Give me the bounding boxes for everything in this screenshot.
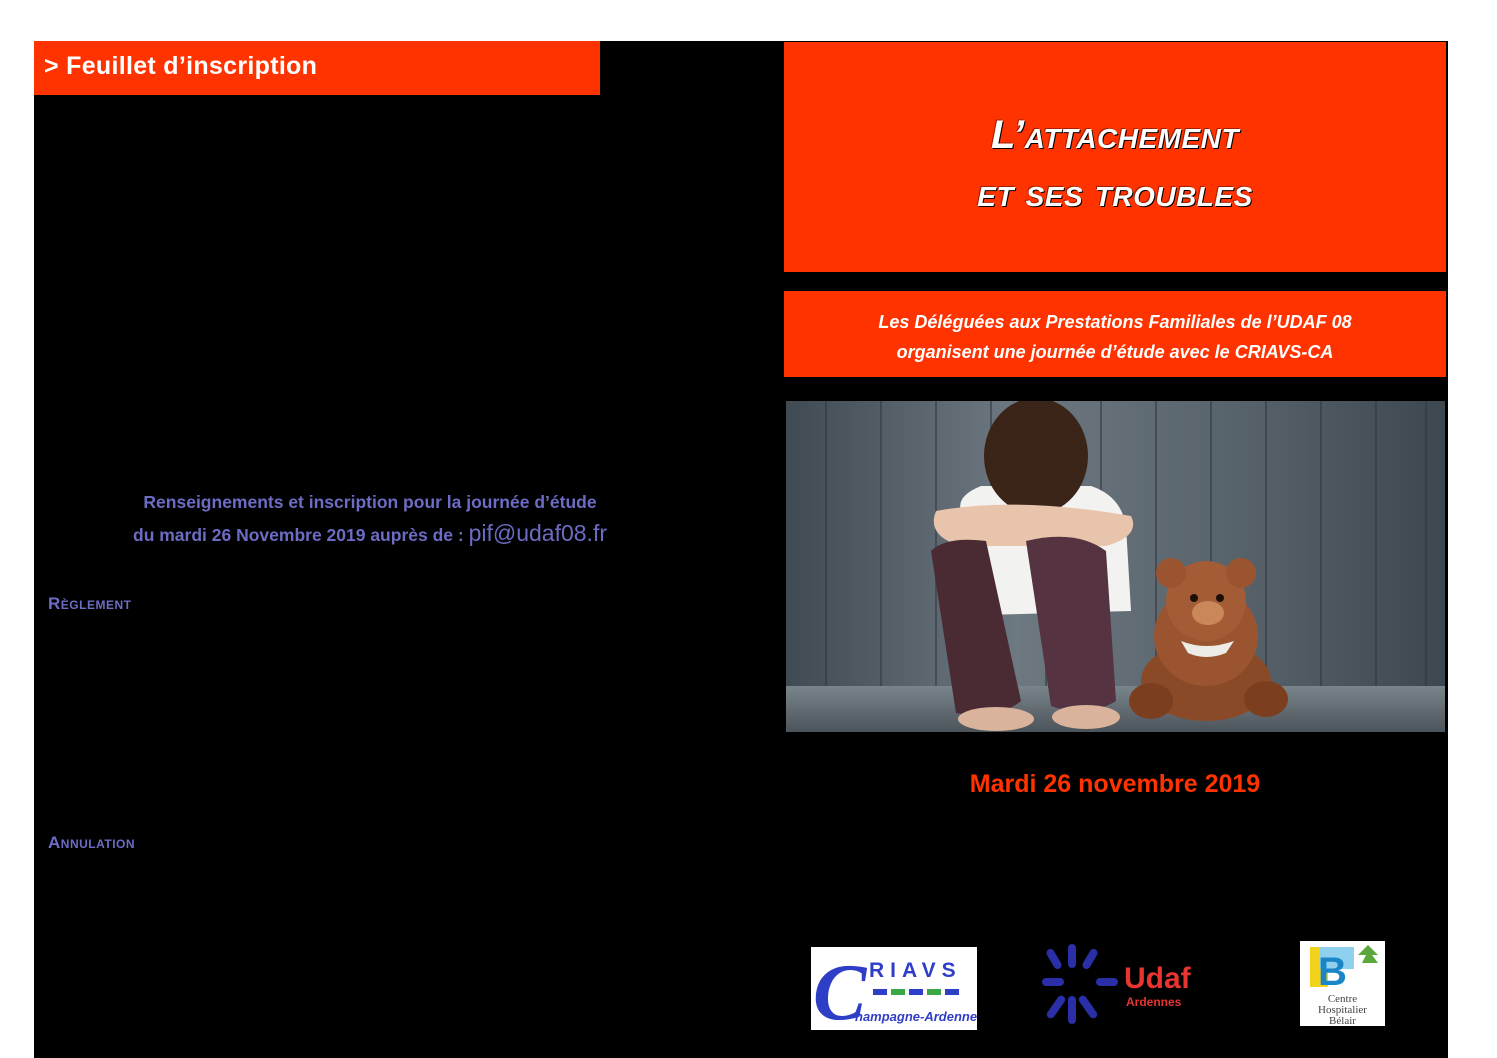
centre-hospitalier-logo [1300, 941, 1385, 1026]
child-with-teddy-bear-image [786, 401, 1445, 732]
registration-header: > Feuillet d’inscription [44, 52, 318, 80]
criavs-big-c: C [813, 949, 867, 1030]
event-subtitle-line2: organisent une journée d’étude avec le CRIAVS-CA [896, 342, 1334, 362]
registration-info-line2-text: du mardi 26 Novembre 2019 auprès de : [133, 525, 469, 545]
udaf-logo [1040, 944, 1210, 1028]
criavs-logo-image [811, 947, 977, 1030]
udaf-sub: Ardennes [1126, 995, 1182, 1009]
registration-info [60, 487, 680, 551]
subtitle-banner [784, 291, 1446, 377]
udaf-name: Udaf [1124, 962, 1191, 995]
udaf-figure-icon [1042, 944, 1118, 1024]
event-date: Mardi 26 novembre 2019 [969, 770, 1261, 798]
centre-hospitalier-line1: Centre [1327, 993, 1358, 1005]
udaf-logo-image [1040, 944, 1210, 1028]
criavs-letters: RIAVS [869, 959, 962, 982]
centre-hospitalier-letter: B [1318, 950, 1347, 994]
registration-info-line1: Renseignements et inscription pour la journée d’étude [143, 492, 597, 512]
centre-hospitalier-line2: Hospitalier [1318, 1004, 1367, 1016]
tree-icon [1358, 945, 1378, 963]
annulation-heading: Annulation [48, 833, 136, 852]
event-title-line1: L’attachement [990, 113, 1239, 157]
title-banner [784, 42, 1446, 272]
registration-header-bar [34, 41, 600, 95]
criavs-logo [811, 947, 977, 1030]
event-title-line2: et ses troubles [977, 171, 1253, 215]
registration-email-link[interactable]: pif@udaf08.fr [468, 520, 607, 546]
centre-hospitalier-line3: Bélair [1329, 1015, 1356, 1026]
cover-photo [786, 401, 1445, 732]
criavs-region: hampagne-Ardenne [855, 1009, 977, 1024]
criavs-dashes [873, 989, 959, 995]
centre-hospitalier-logo-image [1300, 941, 1385, 1026]
event-subtitle-line1: Les Déléguées aux Prestations Familiales de l’UDAF 08 [878, 312, 1352, 332]
event-subtitle [784, 307, 1446, 367]
event-title [784, 106, 1446, 222]
registration-info-line2 [60, 518, 680, 551]
reglement-heading: Règlement [48, 594, 132, 613]
